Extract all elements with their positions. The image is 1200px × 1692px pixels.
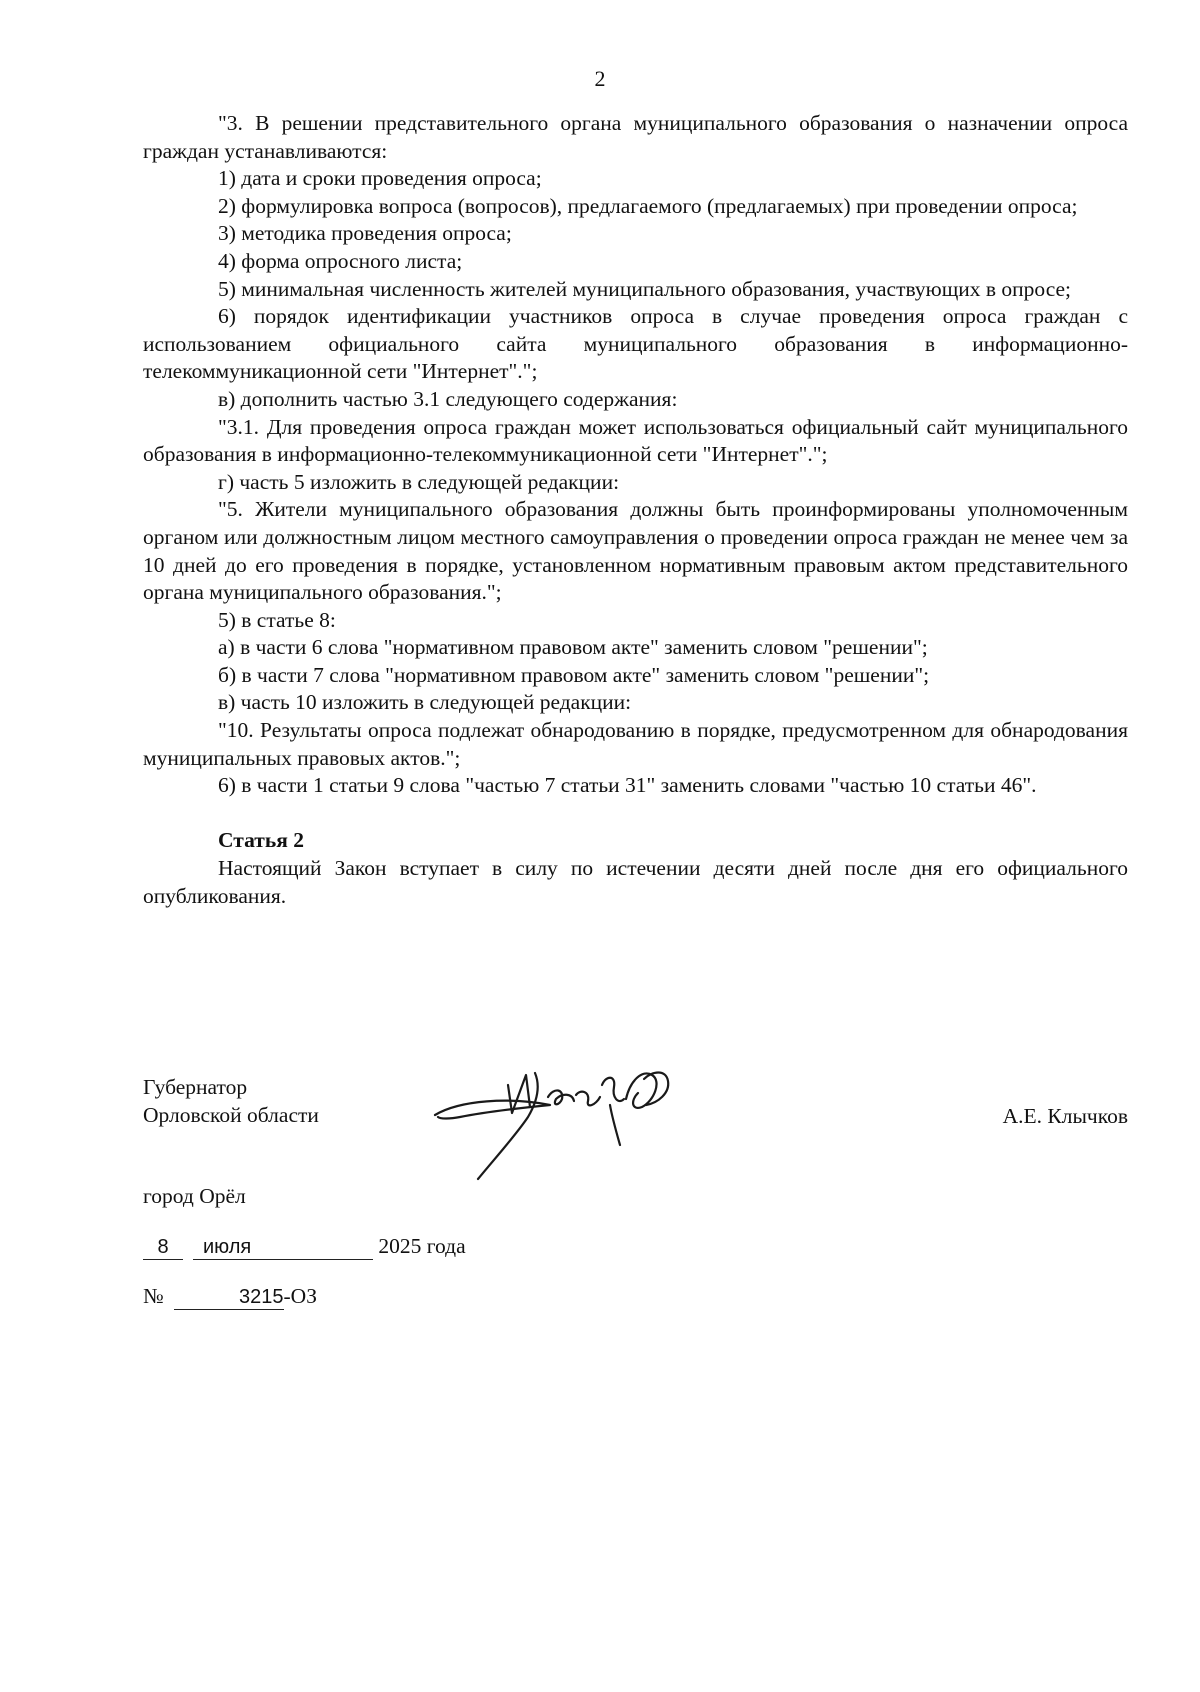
article-2-text: Настоящий Закон вступает в силу по истечении десяти дней после дня его официального опубликования.: [143, 856, 1128, 908]
spacer: [143, 800, 1128, 828]
paragraph: в) дополнить частью 3.1 следующего содержания:: [218, 386, 678, 411]
date-day: 8: [143, 1235, 183, 1260]
paragraph: 1) дата и сроки проведения опроса;: [218, 166, 542, 191]
law-number-value: 3215: [174, 1285, 284, 1310]
handwritten-signature-icon: [430, 1045, 690, 1185]
position-line-2: Орловской области: [143, 1103, 319, 1127]
paragraph: 5) минимальная численность жителей муниципального образования, участвующих в опросе;: [218, 276, 1072, 301]
paragraph: 4) форма опросного листа;: [218, 248, 463, 273]
paragraph: "3.1. Для проведения опроса граждан может использоваться официальный сайт муниципального образования в информационно-телекоммуникационной сети "Интернет".";: [143, 414, 1128, 467]
paragraph: а) в части 6 слова "нормативном правовом акте" заменить словом "решении";: [218, 635, 928, 660]
paragraph: "5. Жители муниципального образования должны быть проинформированы уполномоченным органом или должностным лицом местного самоуправления о проведении опроса граждан не менее чем за 10 дней до его проведения в порядке, установленном нормативным правовым актом представительного органа муниципального образования.";: [143, 497, 1128, 605]
article-2-title: Статья 2: [218, 828, 304, 853]
paragraph: 2) формулировка вопроса (вопросов), предлагаемого (предлагаемых) при проведении опроса;: [218, 193, 1078, 218]
governor-name: А.Е. Клычков: [1002, 1104, 1128, 1128]
page-number: 2: [594, 66, 606, 91]
signing-date: [143, 1232, 466, 1260]
paragraph: "10. Результаты опроса подлежат обнародованию в порядке, предусмотренном для обнародования муниципальных правовых актов.";: [143, 718, 1128, 770]
position-line-1: Губернатор: [143, 1075, 248, 1099]
paragraph: 5) в статье 8:: [218, 607, 336, 632]
paragraph: 3) методика проведения опроса;: [218, 221, 512, 246]
paragraph: г) часть 5 изложить в следующей редакции:: [218, 469, 620, 494]
law-number: [143, 1282, 317, 1310]
paragraph: б) в части 7 слова "нормативном правовом акте" заменить словом "решении";: [218, 662, 930, 687]
paragraph: в) часть 10 изложить в следующей редакции:: [218, 690, 632, 715]
law-number-suffix: -ОЗ: [283, 1284, 317, 1308]
number-sign: №: [143, 1284, 164, 1308]
paragraph: 6) в части 1 статьи 9 слова "частью 7 статьи 31" заменить словами "частью 10 статьи 46".: [218, 773, 1037, 798]
place-of-signing: город Орёл: [143, 1184, 246, 1208]
paragraph: 6) порядок идентификации участников опроса в случае проведения опроса граждан с использованием официального сайта муниципального образования в информационно-телекоммуникационной сети "Интернет".";: [143, 304, 1128, 384]
date-year: 2025 года: [378, 1234, 466, 1258]
paragraph: "3. В решении представительного органа муниципального образования о назначении опроса граждан устанавливаются:: [143, 111, 1128, 163]
signature-position: [143, 1073, 319, 1129]
date-month: июля: [193, 1235, 373, 1260]
document-body: [143, 110, 1128, 910]
